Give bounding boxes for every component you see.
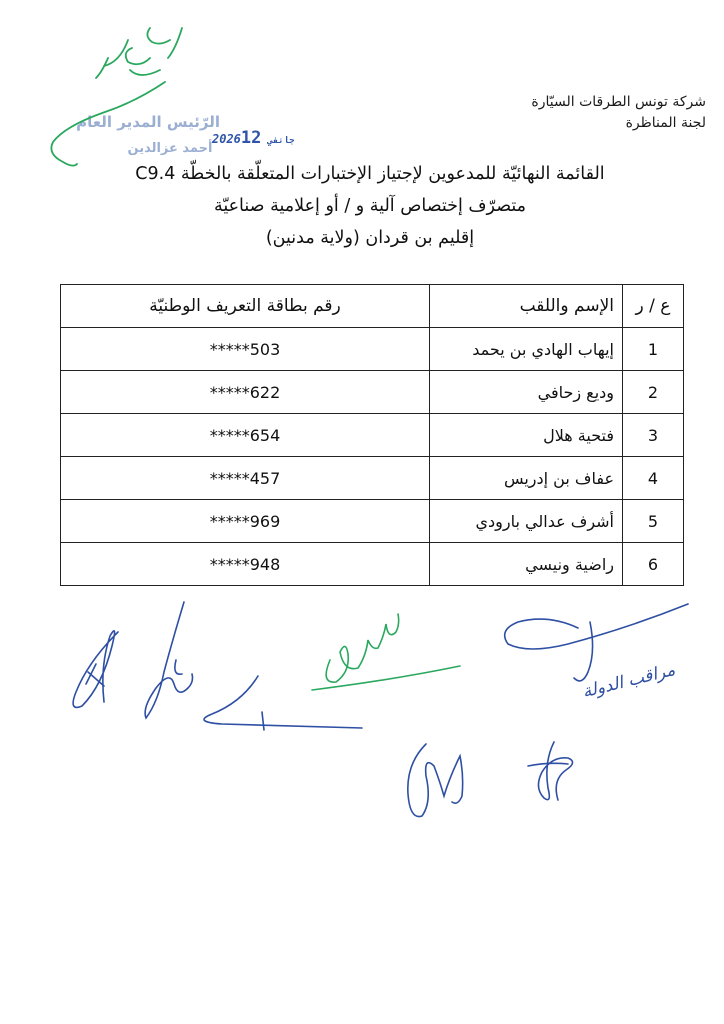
header-national-id: رقم بطاقة التعريف الوطنيّة (61, 285, 430, 328)
organization-header (531, 92, 706, 134)
row-number: 2 (623, 371, 684, 414)
row-name: وديع زحافي (430, 371, 623, 414)
signature-7 (528, 742, 573, 800)
official-stamp (76, 112, 220, 162)
organization-name: شركة تونس الطرقات السيّارة (531, 94, 706, 110)
row-number: 3 (623, 414, 684, 457)
signature-4-green (312, 614, 460, 690)
row-national-id: *****622 (61, 371, 430, 414)
row-national-id: *****503 (61, 328, 430, 371)
stamp-name: أحمد عزالدين (127, 141, 213, 156)
signature-3 (204, 676, 362, 730)
row-national-id: *****969 (61, 500, 430, 543)
header-number: ع / ر (623, 285, 684, 328)
state-auditor-label: مراقب الدولة (580, 659, 678, 703)
row-name: عفاف بن إدريس (430, 457, 623, 500)
header-name: الإسم واللقب (430, 285, 623, 328)
table-row (61, 543, 684, 586)
table-row (61, 500, 684, 543)
title-line-1: القائمة النهائيّة للمدعوين لإجتياز الإختبارات المتعلّقة بالخطّة C9.4 (135, 164, 605, 184)
signature-1 (73, 631, 118, 708)
row-national-id: *****654 (61, 414, 430, 457)
row-name: إيهاب الهادي بن يحمد (430, 328, 623, 371)
row-national-id: *****948 (61, 543, 430, 586)
row-name: أشرف عدالي بارودي (430, 500, 623, 543)
stamp-title: الرّئيس المدير العام (76, 113, 220, 131)
date-stamp (212, 128, 300, 148)
row-national-id: *****457 (61, 457, 430, 500)
row-name: راضية ونيسي (430, 543, 623, 586)
row-name: فتحية هلال (430, 414, 623, 457)
table-row (61, 328, 684, 371)
signature-2 (145, 602, 192, 718)
row-number: 4 (623, 457, 684, 500)
table-row (61, 414, 684, 457)
row-number: 5 (623, 500, 684, 543)
candidates-table (60, 284, 684, 586)
date-year: 2026 (212, 132, 241, 146)
signature-5 (505, 604, 688, 681)
state-auditor-signature (580, 660, 677, 702)
signature-6 (408, 744, 463, 817)
table-row (61, 371, 684, 414)
date-day: 12 (240, 128, 262, 148)
row-number: 1 (623, 328, 684, 371)
committee-name: لجنة المناظرة (625, 115, 706, 131)
table-row (61, 457, 684, 500)
title-line-2: متصرّف إختصاص آلية و / أو إعلامية صناعيّة (213, 196, 527, 216)
table-header-row (61, 285, 684, 328)
row-number: 6 (623, 543, 684, 586)
date-month: جانفي (267, 136, 295, 146)
title-line-3: إقليم بن قردان (ولاية مدنين) (265, 228, 475, 248)
document-title (60, 158, 680, 254)
